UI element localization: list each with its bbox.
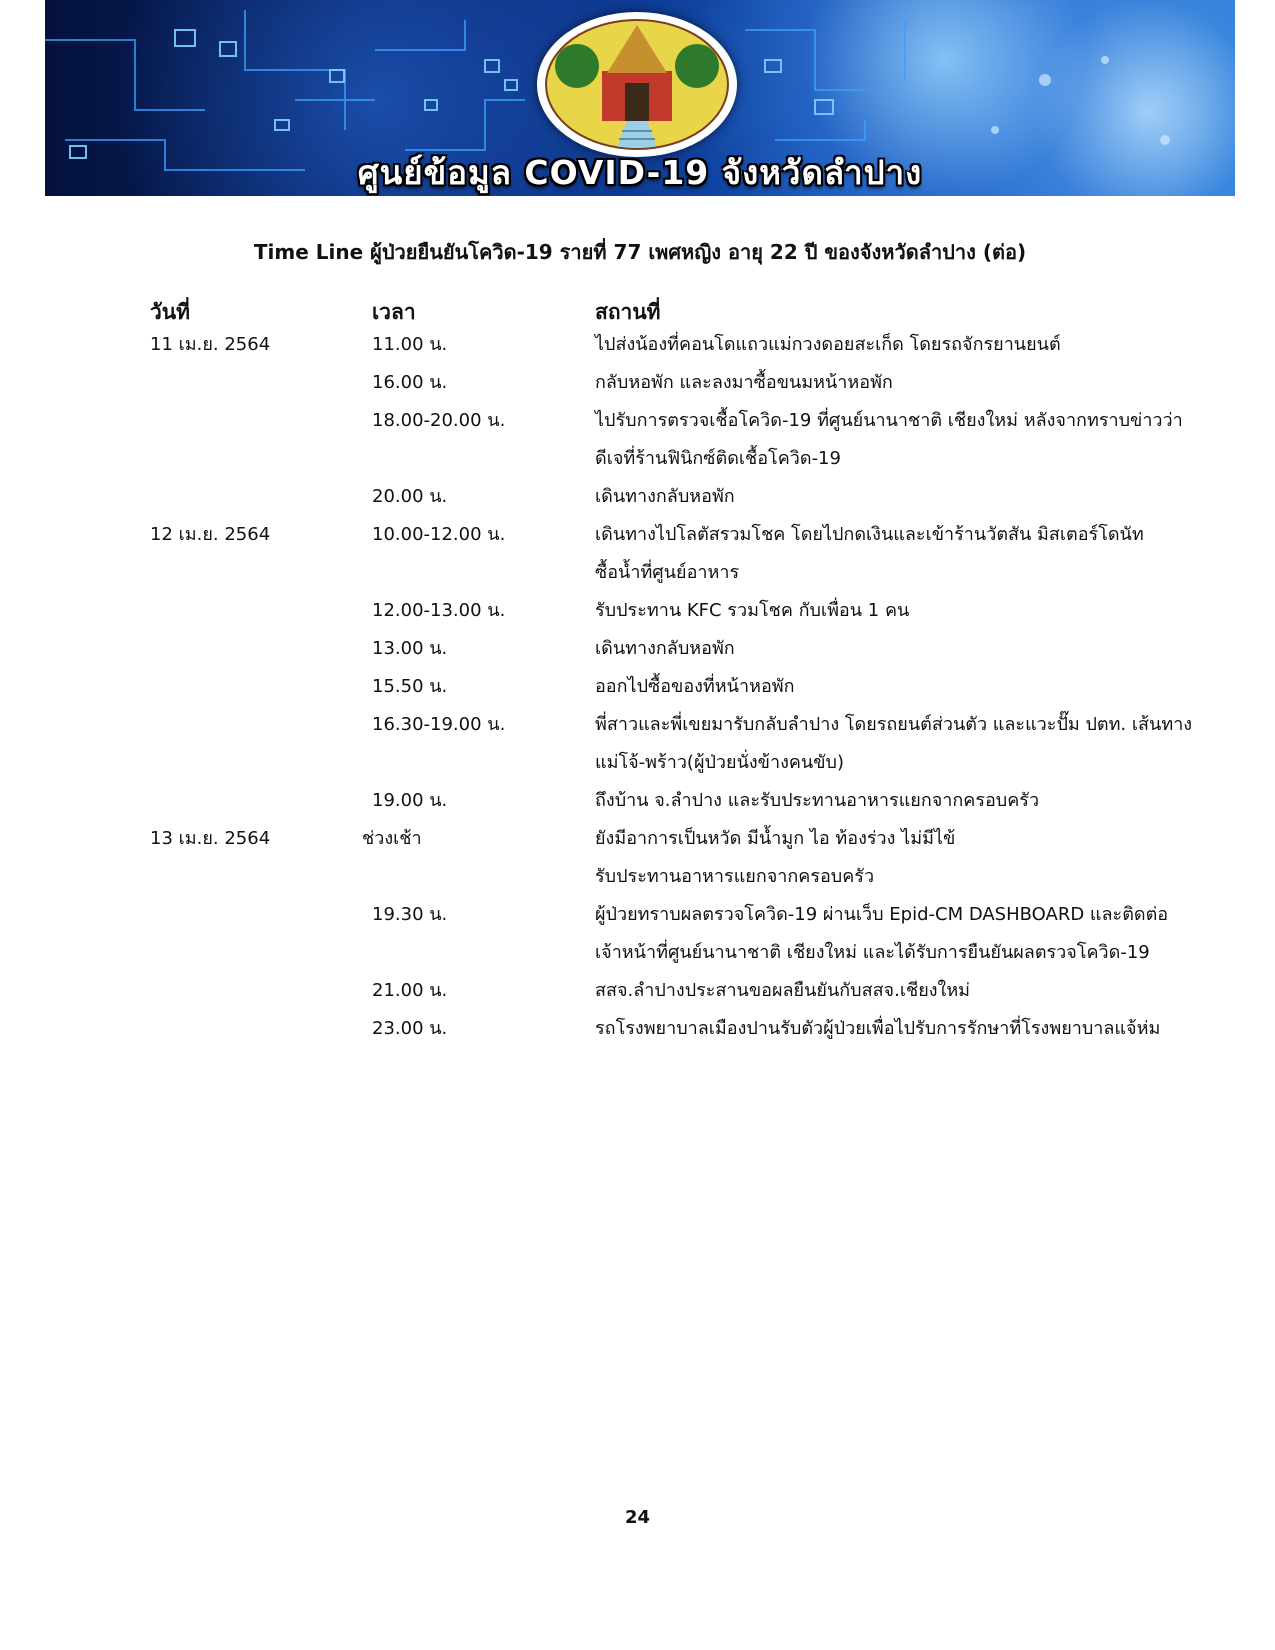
timeline-place-line: รถโรงพยาบาลเมืองปานรับตัวผู้ป่วยเพื่อไปรับการรักษาที่โรงพยาบาลแจ้ห่ม — [595, 1018, 1161, 1039]
timeline-place-line: พี่สาวและพี่เขยมารับกลับลำปาง โดยรถยนต์ส่วนตัว และแวะปั๊ม ปตท. เส้นทาง — [595, 714, 1193, 735]
timeline-place-line: เจ้าหน้าที่ศูนย์นานาชาติ เชียงใหม่ และได้รับการยืนยันผลตรวจโควิด-19 — [595, 942, 1150, 963]
timeline-place — [595, 1010, 1195, 1048]
timeline-place — [595, 630, 1195, 668]
timeline-place — [595, 820, 1195, 896]
timeline-time: 21.00 น. — [372, 980, 448, 1001]
timeline-time: 12.00-13.00 น. — [372, 600, 506, 621]
timeline-place-line: แม่โจ้-พร้าว(ผู้ป่วยนั่งข้างคนขับ) — [595, 752, 844, 773]
timeline-time: 15.50 น. — [372, 676, 448, 697]
timeline-time: 19.30 น. — [372, 904, 448, 925]
timeline-time: 20.00 น. — [372, 486, 448, 507]
column-header-date: วันที่ — [150, 300, 190, 324]
timeline-time: ช่วงเช้า — [362, 828, 422, 849]
timeline-time: 16.30-19.00 น. — [372, 714, 506, 735]
timeline-time: 16.00 น. — [372, 372, 448, 393]
timeline-place-line: ไปรับการตรวจเชื้อโควิด-19 ที่ศูนย์นานาชาติ เชียงใหม่ หลังจากทราบข่าวว่า — [595, 410, 1183, 431]
timeline-place-line: สสจ.ลำปางประสานขอผลยืนยันกับสสจ.เชียงใหม่ — [595, 980, 971, 1001]
lampang-province-seal-icon — [545, 19, 729, 150]
timeline-place — [595, 706, 1195, 782]
timeline-place-line: กลับหอพัก และลงมาซื้อขนมหน้าหอพัก — [595, 372, 893, 393]
timeline-time: 10.00-12.00 น. — [372, 524, 506, 545]
timeline-time: 11.00 น. — [372, 334, 448, 355]
document-title: Time Line ผู้ป่วยยืนยันโควิด-19 รายที่ 77 เพศหญิง อายุ 22 ปี ของจังหวัดลำปาง (ต่อ) — [253, 240, 1027, 264]
timeline-time: 23.00 น. — [372, 1018, 448, 1039]
timeline-place — [595, 364, 1195, 402]
timeline-place-line: ดีเจที่ร้านฟินิกซ์ติดเชื้อโควิด-19 — [595, 448, 841, 469]
timeline-place-line: เดินทางกลับหอพัก — [595, 638, 735, 659]
timeline-date: 11 เม.ย. 2564 — [150, 334, 271, 355]
timeline-place — [595, 668, 1195, 706]
timeline-place-line: ผู้ป่วยทราบผลตรวจโควิด-19 ผ่านเว็บ Epid-CM DASHBOARD และติดต่อ — [595, 904, 1169, 925]
timeline-place — [595, 326, 1195, 364]
column-header-time: เวลา — [372, 300, 416, 324]
banner-title: ศูนย์ข้อมูล COVID-19 จังหวัดลำปาง — [357, 153, 923, 192]
timeline-place-line: ถึงบ้าน จ.ลำปาง และรับประทานอาหารแยกจากครอบครัว — [595, 790, 1040, 811]
timeline-place — [595, 516, 1195, 592]
page-number: 24 — [624, 1507, 651, 1528]
timeline-time: 13.00 น. — [372, 638, 448, 659]
timeline-place-line: รับประทาน KFC รวมโชค กับเพื่อน 1 คน — [595, 600, 910, 621]
timeline-place-line: เดินทางไปโลตัสรวมโชค โดยไปกดเงินและเข้าร้านวัตสัน มิสเตอร์โดนัท — [595, 524, 1144, 545]
timeline-place-line: ซื้อน้ำที่ศูนย์อาหาร — [595, 562, 740, 583]
timeline-date: 13 เม.ย. 2564 — [150, 828, 271, 849]
timeline-date: 12 เม.ย. 2564 — [150, 524, 271, 545]
timeline-time: 18.00-20.00 น. — [372, 410, 506, 431]
timeline-place — [595, 972, 1195, 1010]
timeline-place — [595, 402, 1195, 478]
column-header-place: สถานที่ — [595, 300, 661, 324]
timeline-place-line: ไปส่งน้องที่คอนโดแถวแม่กวงดอยสะเก็ด โดยรถจักรยานยนต์ — [595, 334, 1061, 355]
timeline-place-line: ออกไปซื้อของที่หน้าหอพัก — [595, 676, 795, 697]
timeline-place-line: เดินทางกลับหอพัก — [595, 486, 735, 507]
timeline-place — [595, 782, 1195, 820]
banner — [45, 0, 1235, 196]
timeline-place-line: ยังมีอาการเป็นหวัด มีน้ำมูก ไอ ท้องร่วง ไม่มีไข้ — [595, 828, 956, 849]
timeline-place — [595, 478, 1195, 516]
timeline-place-line: รับประทานอาหารแยกจากครอบครัว — [595, 866, 875, 887]
lampang-seal — [537, 12, 737, 157]
timeline-time: 19.00 น. — [372, 790, 448, 811]
timeline-place — [595, 896, 1195, 972]
timeline-place — [595, 592, 1195, 630]
